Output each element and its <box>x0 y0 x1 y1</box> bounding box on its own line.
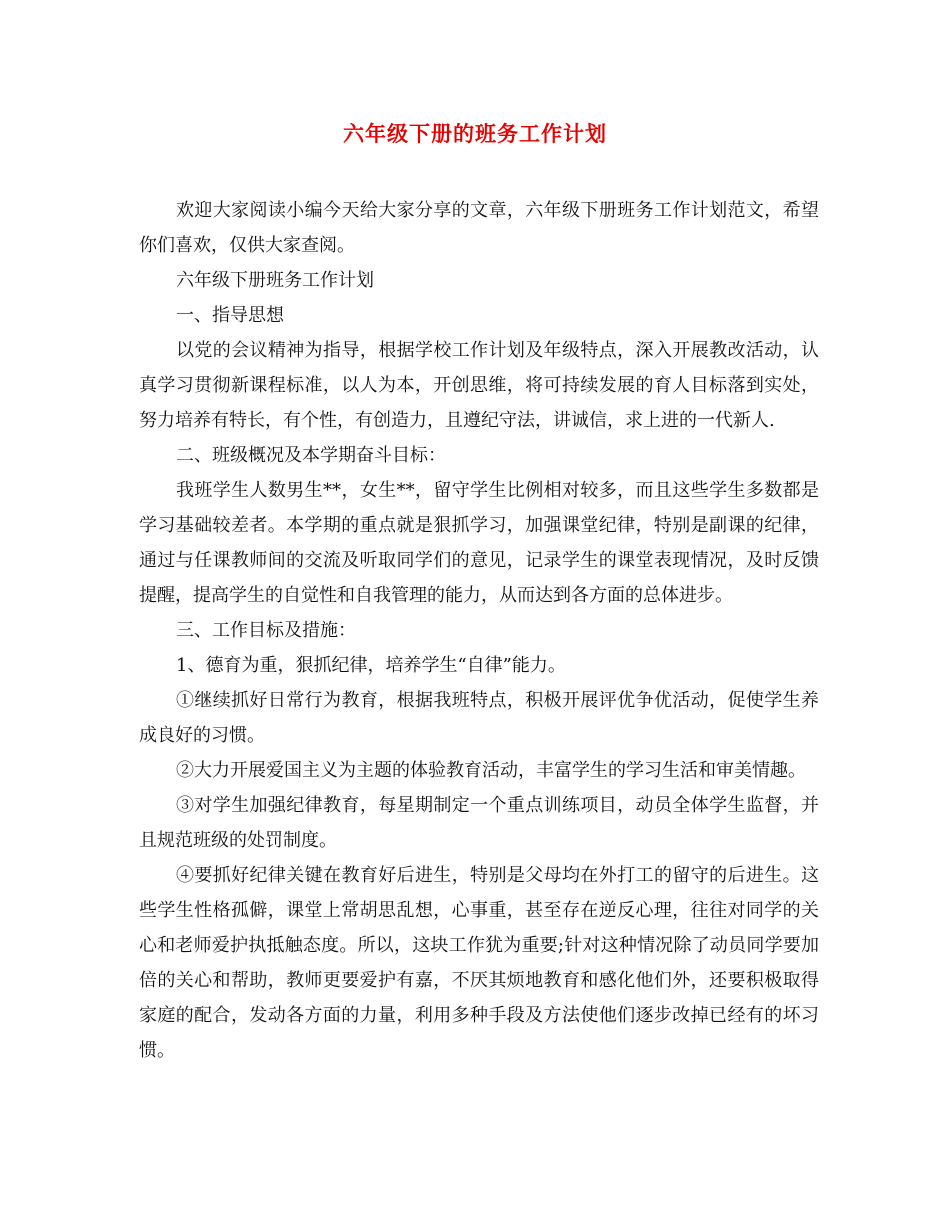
guiding-ideology-paragraph: 以党的会议精神为指导，根据学校工作计划及年级特点，深入开展教改活动，认真学习贯彻新课程标准，以人为本，开创思维，将可持续发展的育人目标落到实处，努力培养有特长，有个性，有创造力，且遵纪守法，讲诚信，求上进的一代新人. <box>139 340 819 431</box>
class-overview-paragraph: 我班学生人数男生**，女生**，留守学生比例相对较多，而且这些学生多数都是学习基础较差者。本学期的重点就是狠抓学习，加强课堂纪律，特别是副课的纪律，通过与任课教师间的交流及听取同学们的意见，记录学生的课堂表现情况，及时反馈提醒，提高学生的自觉性和自我管理的能力，从而达到各方面的总体进步。 <box>139 480 819 606</box>
section-heading-guiding-ideology: 一、指导思想 <box>176 305 284 326</box>
section-heading-goals-measures: 三、工作目标及措施： <box>176 620 356 641</box>
document-body <box>139 193 819 1068</box>
measure-item-2: ②大力开展爱国主义为主题的体验教育活动，丰富学生的学习生活和审美情趣。 <box>176 760 806 781</box>
intro-paragraph: 欢迎大家阅读小编今天给大家分享的文章，六年级下册班务工作计划范文，希望你们喜欢，仅供大家查阅。 <box>139 200 819 256</box>
plan-heading: 六年级下册班务工作计划 <box>176 270 374 291</box>
document-title: 六年级下册的班务工作计划 <box>343 121 607 146</box>
section-heading-class-overview: 二、班级概况及本学期奋斗目标： <box>176 445 446 466</box>
measure-item-3: ③对学生加强纪律教育，每星期制定一个重点训练项目，动员全体学生监督，并且规范班级的处罚制度。 <box>139 795 819 851</box>
measure-item-4: ④要抓好纪律关键在教育好后进生，特别是父母均在外打工的留守的后进生。这些学生性格孤僻，课堂上常胡思乱想，心事重，甚至存在逆反心理，往往对同学的关心和老师爱护执抵触态度。所以，这块工作犹为重要;针对这种情况除了动员同学要加倍的关心和帮助，教师更要爱护有嘉，不厌其烦地教育和感化他们外，还要积极取得家庭的配合，发动各方面的力量，利用多种手段及方法使他们逐步改掉已经有的坏习惯。 <box>139 865 819 1061</box>
goal-item-1: 1、德育为重，狠抓纪律，培养学生“自律”能力。 <box>176 655 566 676</box>
measure-item-1: ①继续抓好日常行为教育，根据我班特点，积极开展评优争优活动，促使学生养成良好的习惯。 <box>139 690 819 746</box>
